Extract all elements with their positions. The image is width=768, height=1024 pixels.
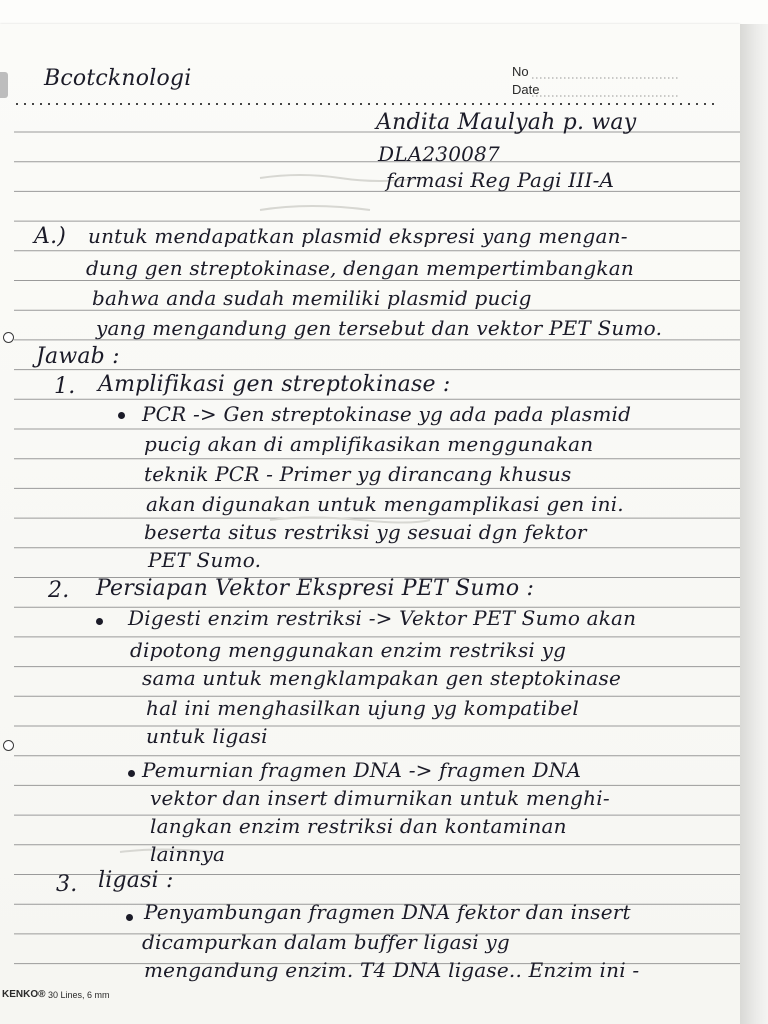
- student-name: Andita Maulyah p. way: [376, 110, 637, 135]
- step-number: 2.: [48, 578, 70, 603]
- bullet-line: langkan enzim restriksi dan kontaminan: [150, 814, 567, 838]
- bullet-dot: [118, 412, 125, 419]
- bullet-line: akan digunakan untuk mengamplikasi gen ini.: [146, 492, 624, 516]
- question-line: dung gen streptokinase, dengan mempertimbangkan: [86, 256, 634, 280]
- step-number: 1.: [54, 374, 76, 399]
- bullet-line: pucig akan di amplifikasikan menggunakan: [144, 432, 594, 456]
- binder-hole-mark: [3, 740, 14, 751]
- bullet-dot: [128, 770, 135, 777]
- date-label: Date: [512, 82, 540, 97]
- brand-label: KENKO®: [2, 989, 46, 1000]
- bullet-line: beserta situs restriksi yg sesuai dgn fektor: [144, 520, 587, 544]
- subject-title: Bcotcknologi: [44, 66, 192, 91]
- no-label: No: [512, 64, 529, 79]
- bullet-line: sama untuk mengklampakan gen steptokinase: [142, 666, 622, 690]
- bullet-line: Pemurnian fragmen DNA -> fragmen DNA: [142, 758, 582, 782]
- bullet-line: lainnya: [150, 842, 226, 866]
- step-title: Amplifikasi gen streptokinase :: [98, 372, 451, 397]
- binder-hole-mark: [3, 332, 14, 343]
- step-title: ligasi :: [98, 868, 174, 893]
- bullet-line: vektor dan insert dimurnikan untuk menghi-: [150, 786, 610, 810]
- step-title: Persiapan Vektor Ekspresi PET Sumo :: [96, 576, 535, 601]
- bullet-dot: [126, 914, 133, 921]
- bullet-line: Digesti enzim restriksi -> Vektor PET Sumo akan: [128, 606, 637, 630]
- bullet-line: hal ini menghasilkan ujung yg kompatibel: [146, 696, 579, 720]
- binder-tab: [0, 72, 8, 98]
- question-line: untuk mendapatkan plasmid ekspresi yang mengan-: [88, 224, 628, 248]
- bullet-line: PCR -> Gen streptokinase yg ada pada plasmid: [142, 402, 632, 426]
- bullet-line: Penyambungan fragmen DNA fektor dan insert: [144, 900, 631, 924]
- question-label: A.): [34, 224, 67, 249]
- ruling-label: 30 Lines, 6 mm: [48, 990, 110, 1000]
- bullet-line: PET Sumo.: [148, 548, 262, 572]
- bullet-line: teknik PCR - Primer yg dirancang khusus: [144, 462, 572, 486]
- student-class: farmasi Reg Pagi III-A: [386, 168, 615, 192]
- step-number: 3.: [56, 872, 78, 897]
- question-line: bahwa anda sudah memiliki plasmid pucig: [92, 286, 532, 310]
- question-line: yang mengandung gen tersebut dan vektor PET Sumo.: [96, 316, 663, 340]
- bullet-line: untuk ligasi: [146, 724, 268, 748]
- bullet-line: mengandung enzim. T4 DNA ligase.. Enzim ini -: [144, 958, 640, 982]
- bullet-line: dipotong menggunakan enzim restriksi yg: [130, 638, 567, 662]
- bullet-line: dicampurkan dalam buffer ligasi yg: [142, 930, 510, 954]
- bullet-dot: [96, 618, 103, 625]
- student-id: DLA230087: [378, 142, 500, 166]
- answer-label: Jawab :: [36, 344, 120, 369]
